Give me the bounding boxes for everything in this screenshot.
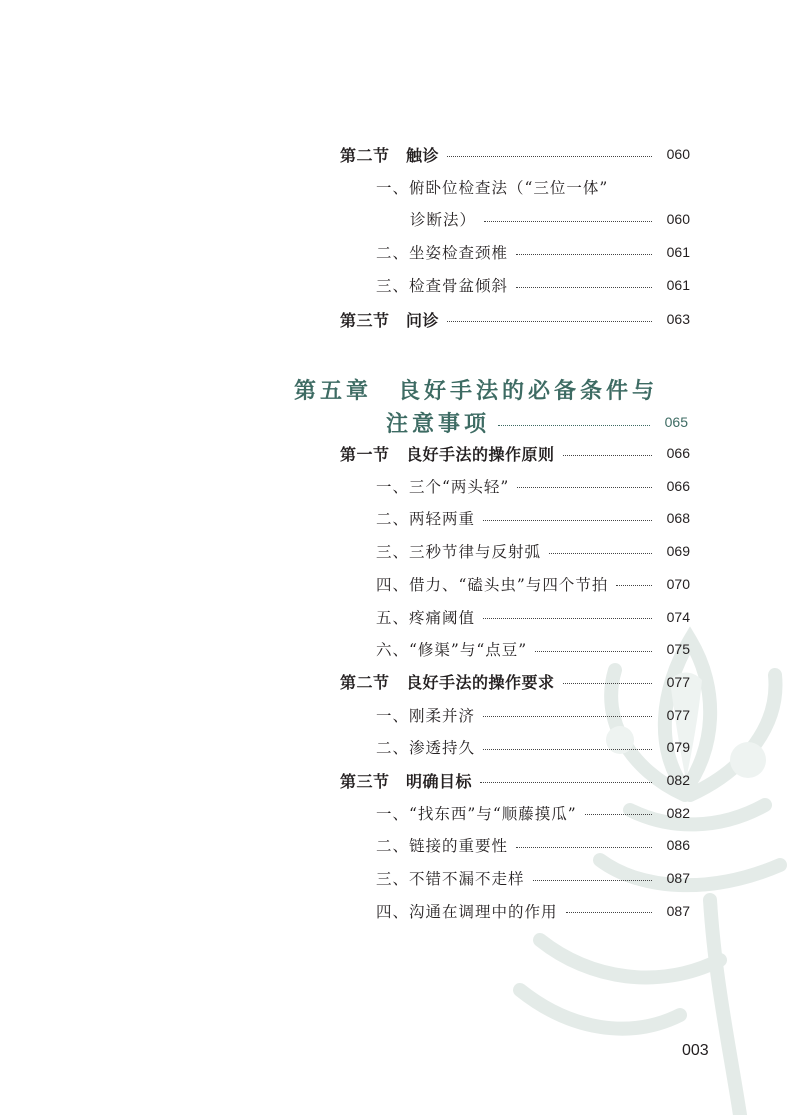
toc-subsection-entry[interactable]: [376, 801, 690, 825]
dot-leader: [566, 912, 652, 913]
toc-subsection-entry[interactable]: [376, 637, 690, 661]
toc-entry-title: 第二节 良好手法的操作要求: [340, 673, 555, 693]
toc-entry-title: 第三节 明确目标: [340, 771, 473, 791]
toc-subsection-entry[interactable]: [376, 899, 690, 923]
toc-page-number: 087: [666, 870, 690, 887]
toc-entry-title: 第二节 触诊: [340, 145, 440, 165]
toc-entry-title: 第三节 问诊: [340, 310, 440, 330]
dot-leader: [516, 847, 652, 848]
toc-subsection-entry[interactable]: [410, 207, 690, 231]
chapter-title-continued: 注意事项: [386, 410, 491, 437]
dot-leader: [483, 618, 652, 619]
toc-subsection-entry[interactable]: [376, 735, 690, 759]
toc-page-number: 077: [666, 673, 690, 690]
dot-leader: [549, 553, 652, 554]
toc-entry-title: 诊断法）: [410, 211, 477, 229]
toc-page-number: 082: [666, 804, 690, 821]
toc-page-number: 086: [666, 837, 690, 854]
toc-subsection-entry[interactable]: [376, 273, 690, 297]
toc-entry-title: 二、链接的重要性: [376, 837, 509, 856]
dot-leader: [498, 425, 650, 426]
dot-leader: [484, 221, 652, 222]
dot-leader: [616, 585, 652, 586]
toc-page-number: 061: [666, 277, 690, 293]
toc-subsection-entry[interactable]: [376, 240, 690, 264]
toc-page-number: 066: [666, 445, 690, 461]
toc-entry-title: 四、沟通在调理中的作用: [376, 902, 558, 921]
dot-leader: [516, 254, 652, 255]
dot-leader: [585, 814, 652, 815]
dot-leader: [535, 651, 652, 652]
toc-entry-title: 一、“找东西”与“顺藤摸瓜”: [376, 804, 577, 823]
dot-leader: [483, 716, 652, 717]
chapter-title-line1[interactable]: [294, 374, 674, 404]
toc-section-entry[interactable]: [340, 768, 690, 792]
toc-section-entry[interactable]: [340, 307, 690, 331]
toc-entry-title: 六、“修渠”与“点豆”: [376, 641, 528, 660]
toc-subsection-entry[interactable]: [376, 474, 690, 498]
dot-leader: [533, 880, 652, 881]
toc-entry-title: 一、俯卧位检查法（“三位一体”: [376, 179, 609, 197]
dot-leader: [483, 520, 652, 521]
dot-leader: [563, 455, 652, 456]
dot-leader: [480, 782, 652, 783]
toc-page-number: 066: [666, 477, 690, 494]
chapter-page-number: 065: [664, 414, 688, 430]
toc-entry-title: 二、渗透持久: [376, 739, 476, 758]
dot-leader: [517, 487, 652, 488]
toc-page-number: 074: [666, 608, 690, 625]
toc-page-number: 082: [666, 772, 690, 788]
toc-entry-title: 三、三秒节律与反射弧: [376, 543, 542, 562]
toc-subsection-entry[interactable]: [376, 539, 690, 563]
toc-entry-title: 第一节 良好手法的操作原则: [340, 444, 555, 464]
toc-section-entry[interactable]: [340, 670, 690, 694]
dot-leader: [447, 321, 652, 322]
page-number: 003: [682, 1042, 709, 1059]
toc-subsection-entry[interactable]: [376, 506, 690, 530]
toc-subsection-entry[interactable]: [376, 605, 690, 629]
toc-page-number: 060: [666, 146, 690, 162]
toc-entry-title: 二、两轻两重: [376, 510, 476, 529]
toc-entry-title: 三、检查骨盆倾斜: [376, 277, 509, 295]
toc-page-number: 075: [666, 641, 690, 658]
toc-subsection-entry[interactable]: [376, 703, 690, 727]
toc-page-number: 061: [666, 244, 690, 260]
toc-subsection-entry[interactable]: [376, 572, 690, 596]
toc-section-entry[interactable]: [340, 441, 690, 465]
dot-leader: [447, 156, 652, 157]
toc-entry-title: 一、三个“两头轻”: [376, 477, 510, 496]
toc-entry-title: 二、坐姿检查颈椎: [376, 244, 509, 262]
toc-page-number: 077: [666, 706, 690, 723]
toc-entry-title: 五、疼痛阈值: [376, 608, 476, 627]
toc-page-number: 070: [666, 575, 690, 592]
toc-page-number: 068: [666, 510, 690, 527]
toc-entry-title: 四、借力、“磕头虫”与四个节拍: [376, 575, 609, 594]
toc-page-number: 087: [666, 902, 690, 919]
dot-leader: [516, 287, 652, 288]
toc-subsection-entry[interactable]: [376, 175, 690, 199]
toc-entry-title: 三、不错不漏不走样: [376, 870, 525, 889]
toc-subsection-entry[interactable]: [376, 833, 690, 857]
chapter-title: 第五章 良好手法的必备条件与: [294, 377, 659, 404]
toc-page-number: 069: [666, 543, 690, 560]
dot-leader: [483, 749, 652, 750]
toc-entry-title: 一、刚柔并济: [376, 706, 476, 725]
chapter-title-line2[interactable]: [386, 407, 688, 437]
toc-page-number: 060: [666, 211, 690, 227]
dot-leader: [563, 683, 652, 684]
toc-page-number: 063: [666, 311, 690, 327]
toc-page-number: 079: [666, 739, 690, 756]
toc-subsection-entry[interactable]: [376, 866, 690, 890]
toc-section-entry[interactable]: [340, 142, 690, 166]
